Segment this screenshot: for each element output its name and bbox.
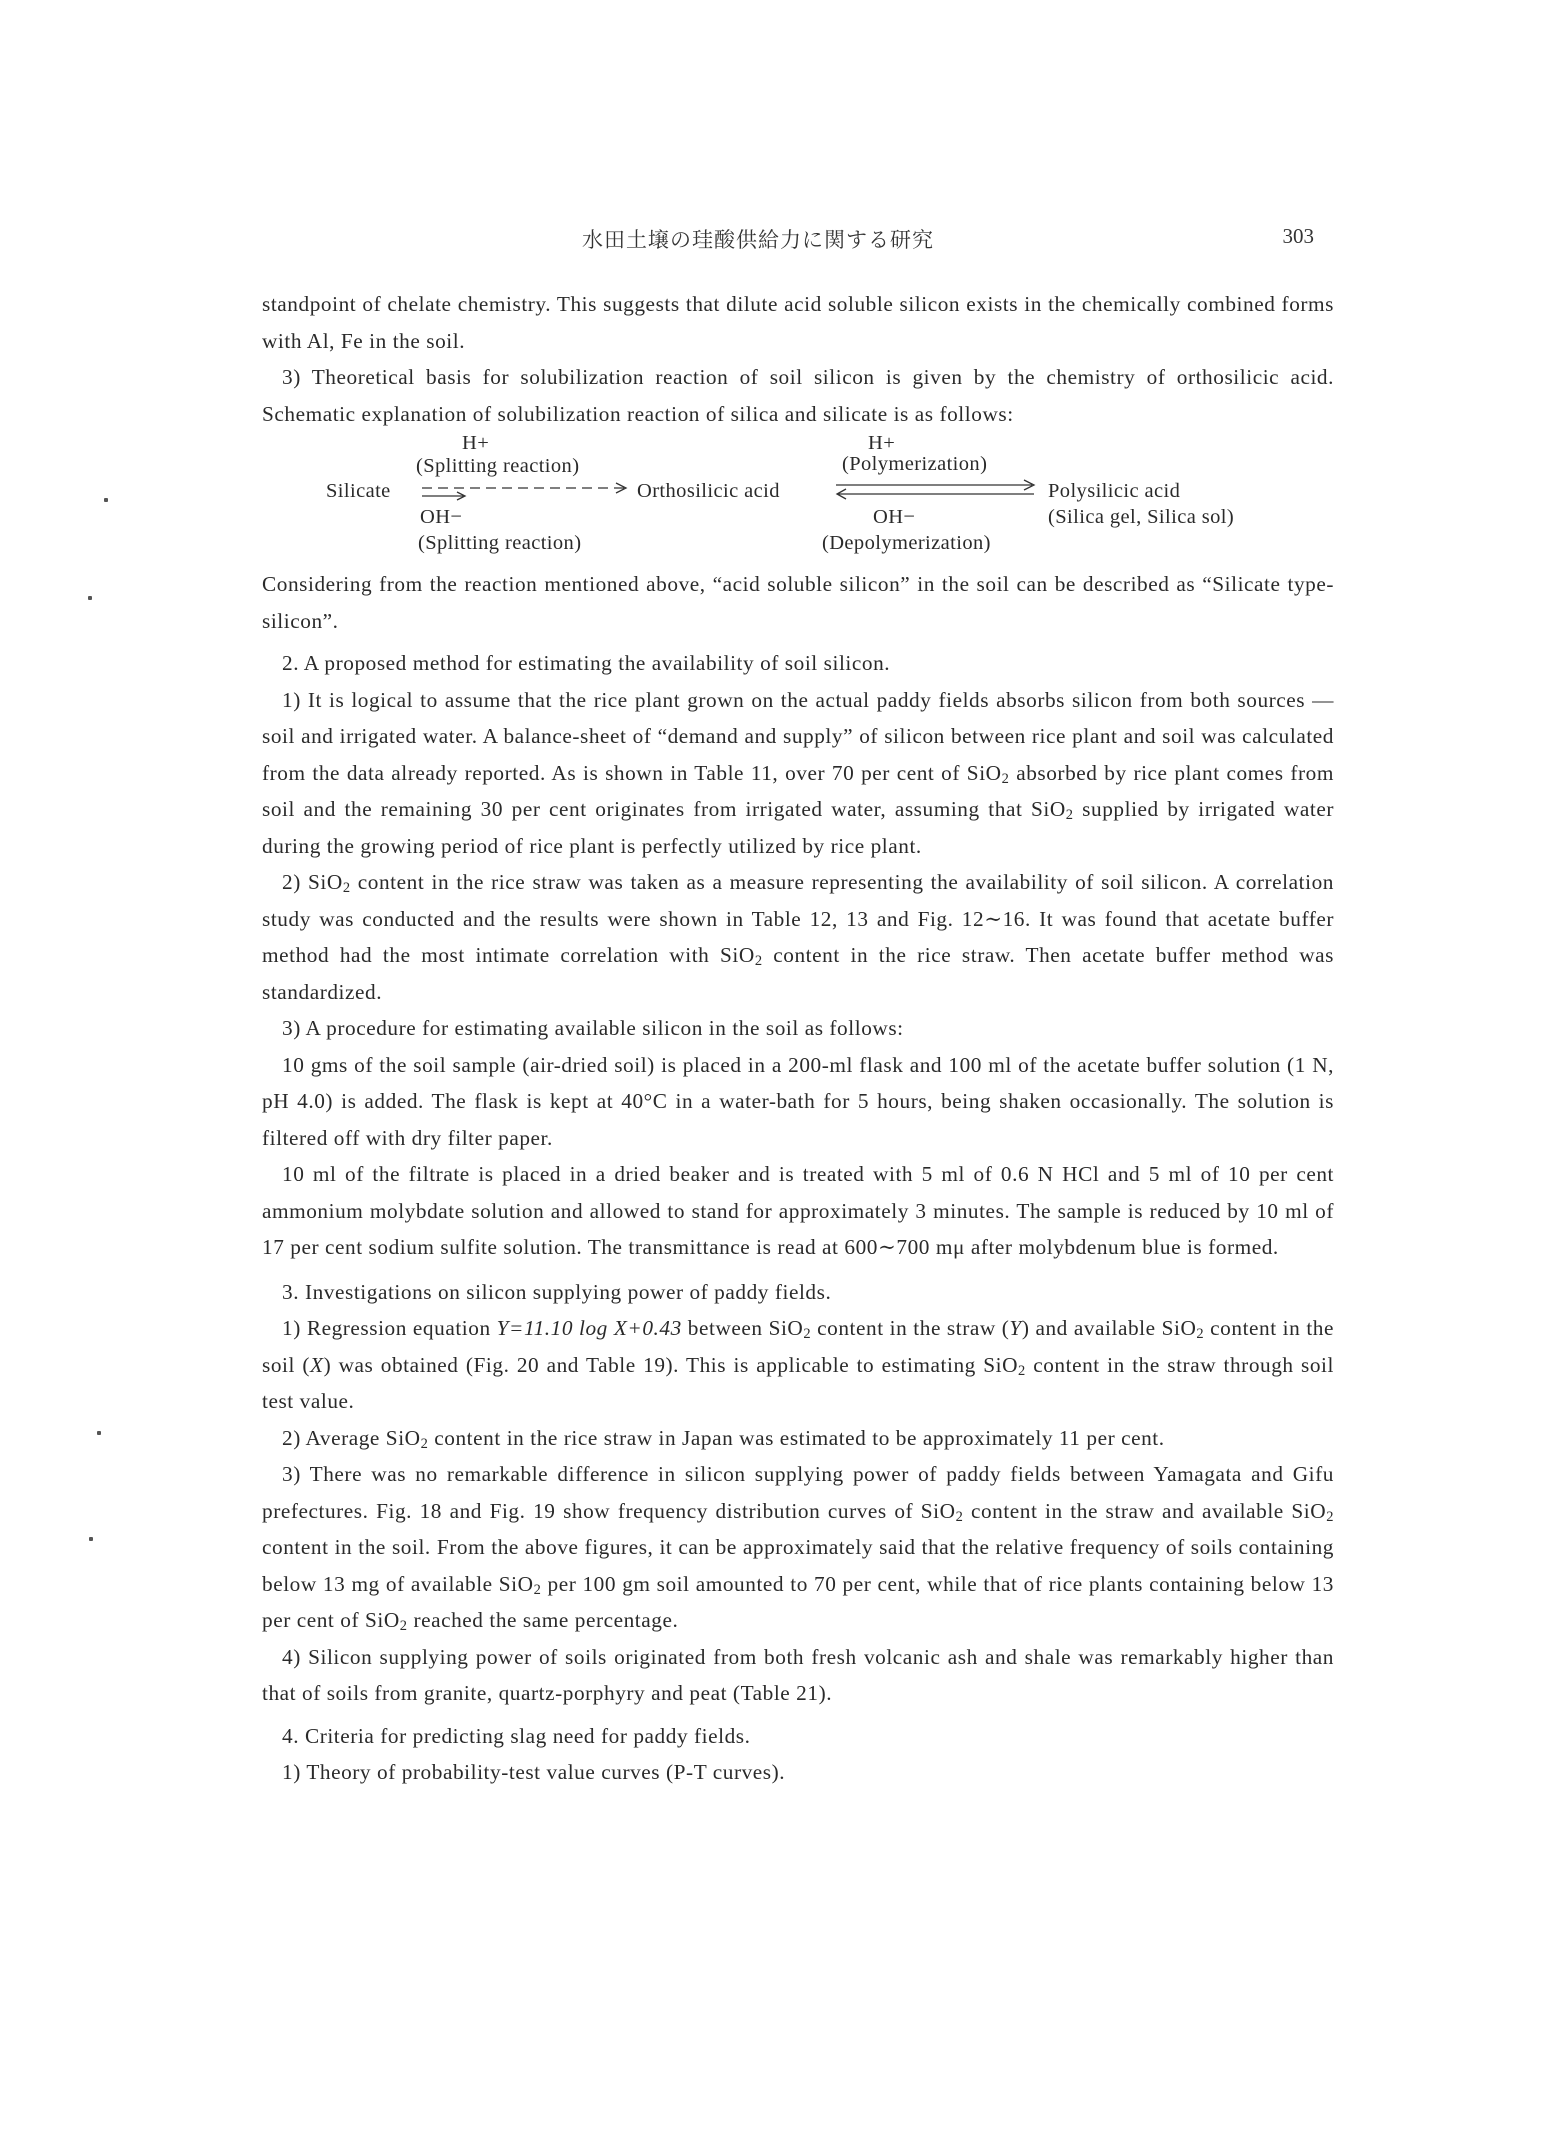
paragraph: 2) SiO$_2$ content in the rice straw was taken as a measure representing the availability of soil silicon. A correlation study was conducted and the results were shown in Table 12, 13 and Fig. 12∼16. It was found that acetate buffer method had the most intimate correlation with SiO$_2$ content in the rice straw. Then acetate buffer method was standardized. (262, 870, 1334, 1004)
equilibrium-arrow (834, 474, 1038, 506)
margin-speck (88, 596, 92, 600)
splitting-label: (Splitting reaction) (418, 532, 582, 554)
silicate-label: Silicate (326, 480, 391, 502)
paragraph: 4) Silicon supplying power of soils originated from both fresh volcanic ash and shale was remarkably higher than that of soils from granite, quartz-porphyry and peat (Table 21). (262, 1644, 1334, 1705)
section-heading: 3. Investigations on silicon supplying power of paddy fields. (282, 1279, 832, 1304)
orthosilicic-label: Orthosilicic acid (637, 480, 780, 502)
body-text (262, 286, 1334, 1791)
h-plus-label: H+ (462, 432, 490, 454)
polysilicic-label: Polysilicic acid (1048, 480, 1181, 502)
silica-gel-label: (Silica gel, Silica sol) (1048, 506, 1235, 528)
page-number: 303 (1282, 224, 1314, 248)
paragraph: 3) Theoretical basis for solubilization reaction of soil silicon is given by the chemistry of orthosilicic acid. Schematic explanation of solubilization reaction of silica and silicate is as follows: (262, 365, 1334, 426)
forward-arrow (420, 476, 632, 508)
margin-speck (97, 1431, 101, 1435)
paragraph: Considering from the reaction mentioned above, “acid soluble silicon” in the soil can be described as “Silicate type-silicon”. (262, 572, 1334, 633)
paragraph: standpoint of chelate chemistry. This suggests that dilute acid soluble silicon exists in the chemically combined forms with Al, Fe in the soil. (262, 292, 1334, 353)
oh-minus-label: OH− (420, 506, 463, 528)
h-plus-label: H+ (868, 432, 896, 454)
page-header (262, 224, 1334, 254)
margin-speck (89, 1537, 93, 1541)
paragraph: 1) It is logical to assume that the rice plant grown on the actual paddy fields absorbs silicon from both sources — soil and irrigated water. A balance-sheet of “demand and supply” of silicon between rice plant and soil was calculated from the data already reported. As is shown in Table 11, over 70 per cent of SiO$_2$ absorbed by rice plant comes from soil and the remaining 30 per cent originates from irrigated water, assuming that SiO$_2$ supplied by irrigated water during the growing period of rice plant is perfectly utilized by rice plant. (262, 687, 1335, 858)
splitting-label: (Splitting reaction) (416, 455, 580, 477)
paragraph: 10 ml of the filtrate is placed in a dried beaker and is treated with 5 ml of 0.6 N HCl and 5 ml of 10 per cent ammonium molybdate solution and allowed to stand for approximately 3 minutes. The sample is reduced by 10 ml of 17 per cent sodium sulfite solution. The transmittance is read at 600∼700 mμ after molybdenum blue is formed. (262, 1162, 1334, 1259)
regression-equation: Y=11.10 log X+0.43 (496, 1316, 682, 1340)
section-heading: 4. Criteria for predicting slag need for paddy fields. (282, 1723, 751, 1748)
margin-speck (104, 498, 108, 502)
paragraph: 1) Theory of probability-test value curves (P-T curves). (282, 1760, 786, 1784)
paragraph: 10 gms of the soil sample (air-dried soil) is placed in a 200-ml flask and 100 ml of the acetate buffer solution (1 N, pH 4.0) is added. The flask is kept at 40°C in a water-bath for 5 hours, being shaken occasionally. The solution is filtered off with dry filter paper. (262, 1052, 1334, 1150)
paragraph: 2) Average SiO$_2$ content in the rice straw in Japan was estimated to be approximately 11 per cent. (282, 1425, 1165, 1452)
paragraph: 3) There was no remarkable difference in silicon supplying power of paddy fields between Yamagata and Gifu prefectures. Fig. 18 and Fig. 19 show frequency distribution curves of SiO$_2$ content in the straw and available SiO$_2$ content in the soil. From the above figures, it can be approximately said that the relative frequency of soils containing below 13 mg of available SiO$_2$ per 100 gm soil amounted to 70 per cent, while that of rice plants containing below 13 per cent of SiO$_2$ reached the same percentage. (262, 1462, 1334, 1634)
depolymerization-label: (Depolymerization) (822, 532, 991, 554)
oh-minus-label: OH− (873, 506, 916, 528)
running-title: 水田土壌の珪酸供給力に関する研究 (582, 228, 934, 252)
reaction-scheme (262, 432, 1334, 556)
paragraph: 3) A procedure for estimating available silicon in the soil as follows: (282, 1016, 904, 1040)
section-heading: 2. A proposed method for estimating the availability of soil silicon. (282, 651, 891, 675)
paragraph: 1) Regression equation Y=11.10 log X+0.43 between SiO$_2$ content in the straw (Y) and available SiO$_2$ content in the soil (X) was obtained (Fig. 20 and Table 19). This is applicable to estimating SiO$_2$ content in the straw through soil test value. (262, 1316, 1334, 1413)
polymerization-label: (Polymerization) (842, 453, 988, 475)
